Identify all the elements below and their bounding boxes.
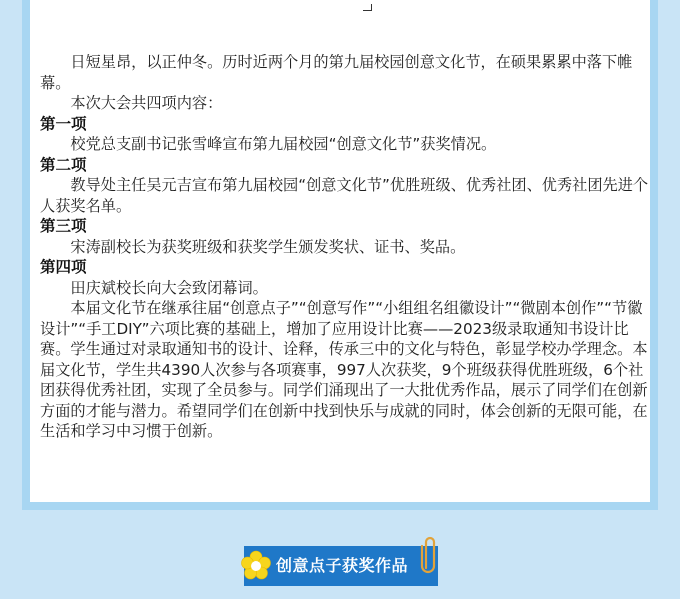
item-text-3: 宋涛副校长为获奖班级和获奖学生颁发奖状、证书、奖品。 bbox=[70, 237, 466, 256]
section-banner bbox=[244, 546, 438, 586]
flower-icon bbox=[240, 550, 272, 582]
item-heading-1: 第一项 bbox=[40, 114, 87, 133]
item-text-2: 教导处主任吴元吉宣布第九届校园“创意文化节”优胜班级、优秀社团、优秀社团先进个人获奖名单。 bbox=[40, 176, 649, 215]
article-panel bbox=[22, 0, 658, 510]
item-heading-4: 第四项 bbox=[40, 258, 87, 276]
paperclip-icon bbox=[420, 534, 438, 576]
paragraph-summary: 本次大会共四项内容： bbox=[70, 94, 223, 112]
paragraph-conclusion: 本届文化节在继承往届“创意点子”“创意写作”“小组组名组徽设计”“微剧本创作”“节徽设计”“手工DIY”六项比赛的基础上，增加了应用设计比赛——2023级录取通知书设计比赛。学生通过对录取通知书的设计、诠释，传承三中的文化与特色，彰显学校办学理念。本届文化节，学生共4390人次参与各项赛事，997人次获奖，9个班级获得优胜班级，6个社团获得优秀社团，实现了全员参与。同学们涌现出了一大批优秀作品，展示了同学们在创新方面的才能与潜力。希望同学们在创新中找到快乐与成就的同时，体会创新的无限可能，在生活和学习中习惯于创新。 bbox=[40, 299, 648, 440]
item-text-1: 校党总支副书记张雪峰宣布第九届校园“创意文化节”获奖情况。 bbox=[70, 135, 497, 153]
item-heading-3: 第三项 bbox=[40, 217, 87, 235]
paragraph-intro: 日短星昂，以正仲冬。历时近两个月的第九届校园创意文化节，在硕果累累中落下帷幕。 bbox=[40, 53, 633, 92]
item-text-4: 田庆斌校长向大会致闭幕词。 bbox=[70, 278, 268, 297]
item-heading-2: 第二项 bbox=[40, 155, 87, 174]
corner-mark-icon bbox=[363, 4, 372, 11]
article-body bbox=[40, 52, 650, 442]
banner-title: 创意点子获奖作品 bbox=[276, 556, 409, 575]
